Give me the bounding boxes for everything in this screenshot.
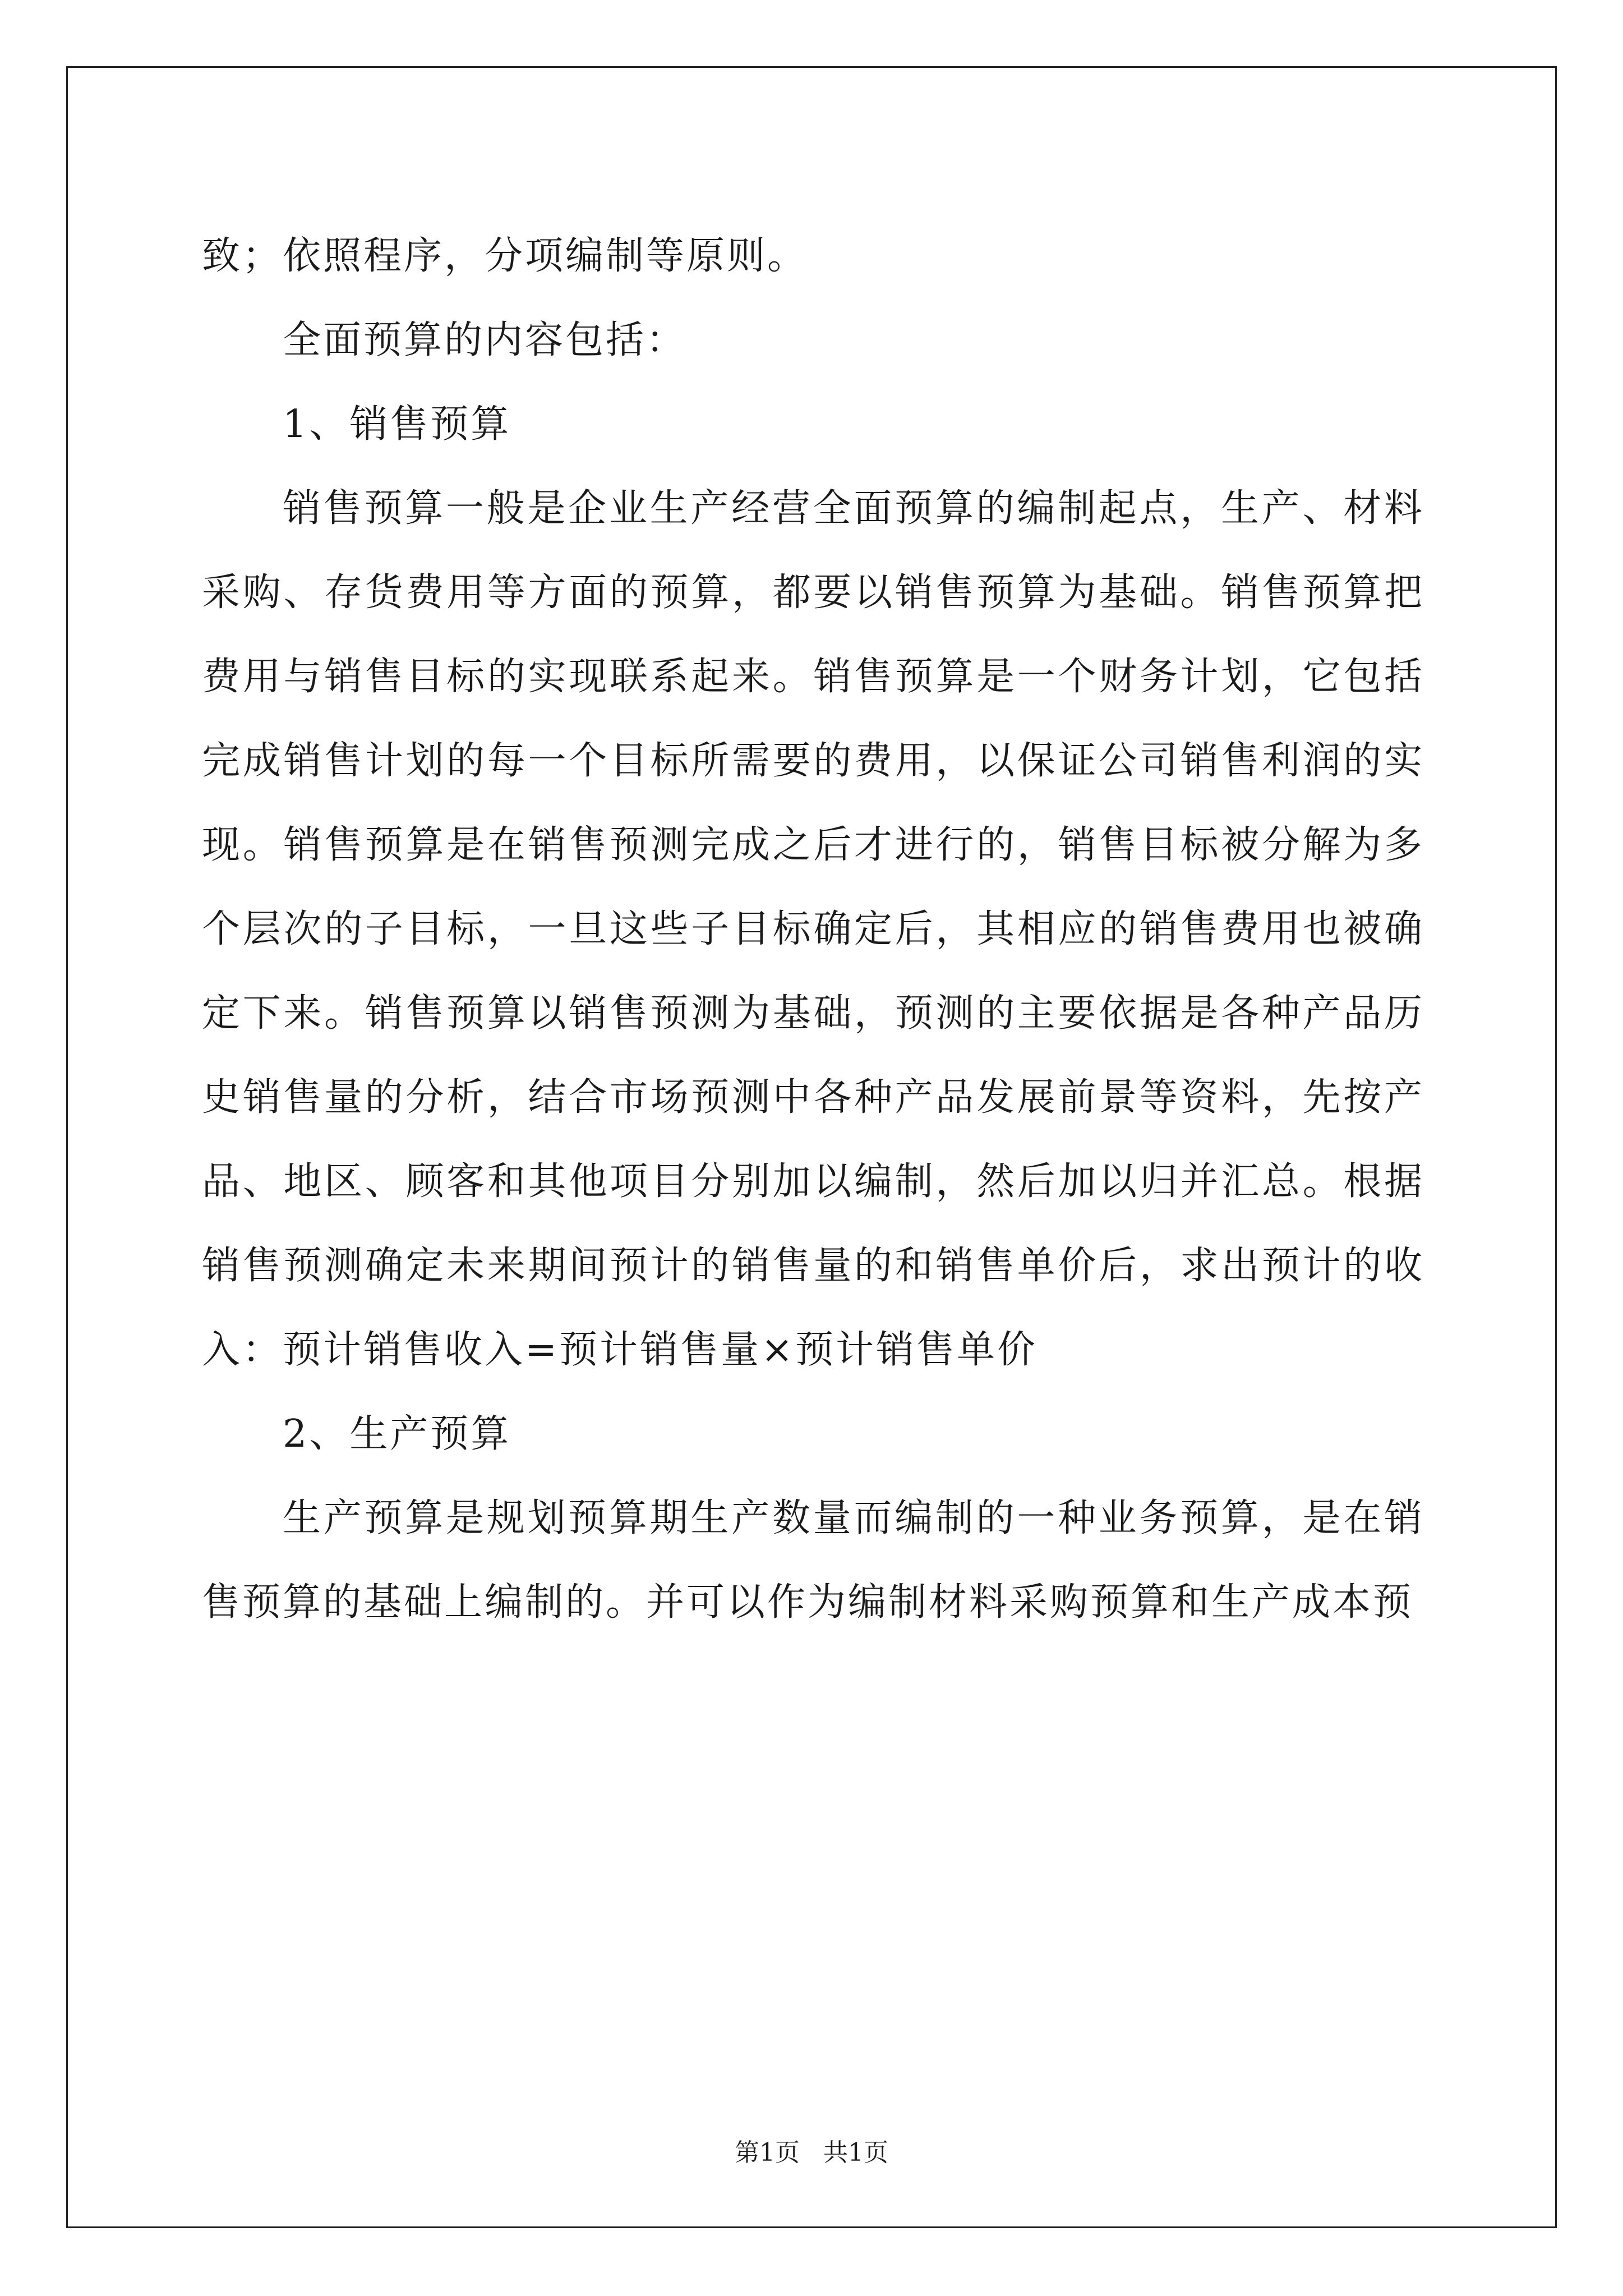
page-total: 共1页 bbox=[823, 2138, 888, 2167]
section-heading-sales-budget: 1、销售预算 bbox=[283, 402, 511, 447]
paragraph-production-budget: 生产预算是规划预算期生产数量而编制的一种业务预算，是在销售预算的基础上编制的。并可以作为编制材料采购预算和生产成本预 bbox=[202, 1496, 1424, 1625]
document-body bbox=[202, 214, 1424, 1645]
page-footer bbox=[0, 2136, 1623, 2170]
paragraph-continuation: 致；依照程序，分项编制等原则。 bbox=[202, 234, 808, 278]
section-heading-production-budget: 2、生产预算 bbox=[283, 1412, 511, 1456]
paragraph-intro: 全面预算的内容包括： bbox=[283, 318, 687, 362]
page-number: 第1页 bbox=[735, 2138, 800, 2167]
paragraph-sales-budget: 销售预算一般是企业生产经营全面预算的编制起点，生产、材料采购、存货费用等方面的预算，都要以销售预算为基础。销售预算把费用与销售目标的实现联系起来。销售预算是一个财务计划，它包括完成销售计划的每一个目标所需要的费用，以保证公司销售利润的实现。销售预算是在销售预测完成之后才进行的，销售目标被分解为多个层次的子目标，一旦这些子目标确定后，其相应的销售费用也被确定下来。销售预算以销售预测为基础，预测的主要依据是各种产品历史销售量的分析，结合市场预测中各种产品发展前景等资料，先按产品、地区、顾客和其他项目分别加以编制，然后加以归并汇总。根据销售预测确定未来期间预计的销售量的和销售单价后，求出预计的收入：预计销售收入=预计销售量×预计销售单价 bbox=[202, 486, 1424, 1372]
